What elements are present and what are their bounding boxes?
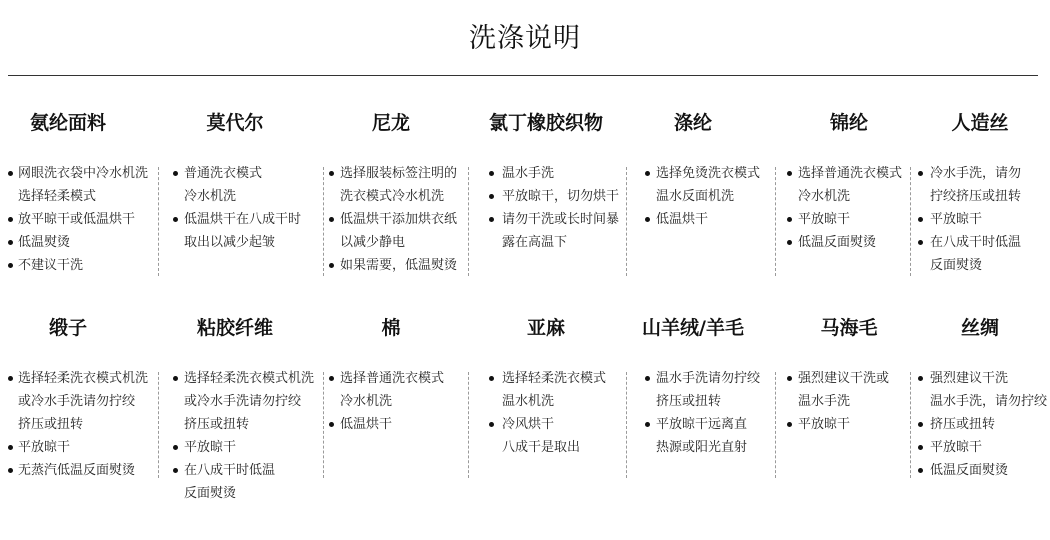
fabric-name: 马海毛 [820,317,878,339]
care-instruction [798,367,889,390]
care-instruction-text: 选择服装标签注明的 [340,166,458,181]
care-instruction-text: 温水手洗请勿拧绞 [656,371,761,386]
fabric-name: 丝绸 [961,317,1000,339]
column-divider [468,372,469,478]
care-instruction [502,231,619,254]
care-instruction-text: 低温烘干 [340,417,393,432]
bullet-icon [645,217,650,222]
fabric-name: 氯丁橡胶织物 [489,112,604,134]
care-instruction-text: 强烈建议干洗 [930,371,1009,386]
fabric-name: 涤纶 [674,112,713,134]
care-instruction-text: 八成干是取出 [502,440,581,455]
column-divider [775,372,776,478]
bullet-icon [918,376,923,381]
care-instruction-text: 平放晾干 [184,440,237,455]
bullet-icon [8,376,13,381]
care-list [930,162,1021,277]
care-instruction [930,208,1021,231]
care-instruction [18,254,148,277]
care-list [798,162,902,254]
care-instruction-text: 热源或阳光直射 [656,440,748,455]
column-divider [775,167,776,276]
care-instruction-text: 低温烘干在八成干时 [184,212,302,227]
care-instruction-text: 网眼洗衣袋中冷水机洗 [18,166,149,181]
care-instruction [930,231,1021,254]
bullet-icon [8,240,13,245]
care-instruction [18,231,148,254]
bullet-icon [329,217,334,222]
bullet-icon [8,171,13,176]
care-instruction [930,162,1021,185]
bullet-icon [329,263,334,268]
bullet-icon [173,171,178,176]
care-instruction-text: 平放晾干远离直 [656,417,748,432]
bullet-icon [645,422,650,427]
bullet-icon [787,217,792,222]
care-instruction-text: 温水机洗 [502,394,555,409]
care-instruction [798,390,889,413]
care-instruction-text: 平放晾干 [930,212,983,227]
care-instruction [656,413,760,436]
bullet-icon [329,376,334,381]
care-instruction [502,185,619,208]
fabric-name: 山羊绒/羊毛 [642,317,744,339]
care-instruction [340,413,444,436]
care-instruction-text: 挤压或扭转 [184,417,250,432]
care-instruction-text: 选择普通洗衣模式 [798,166,903,181]
care-list [18,162,148,277]
bullet-icon [645,171,650,176]
care-instruction-text: 温水手洗 [502,166,555,181]
care-instruction-text: 挤压或扭转 [930,417,996,432]
care-instruction [184,231,301,254]
care-instruction-text: 温水反面机洗 [656,189,735,204]
care-instruction-text: 不建议干洗 [18,258,84,273]
care-instruction [798,231,902,254]
bullet-icon [489,171,494,176]
fabric-name: 人造丝 [951,112,1009,134]
care-instruction-text: 平放晾干，切勿烘干 [502,189,620,204]
care-instruction [18,390,148,413]
fabric-name: 棉 [381,317,401,339]
fabric-name: 缎子 [49,317,88,339]
care-instruction-text: 低温烘干 [656,212,709,227]
bullet-icon [489,217,494,222]
care-instruction-text: 无蒸汽低温反面熨烫 [18,463,136,478]
bullet-icon [173,468,178,473]
care-list [184,162,301,254]
care-instruction-text: 强烈建议干洗或 [798,371,890,386]
bullet-icon [787,240,792,245]
fabric-name: 莫代尔 [206,112,264,134]
care-instruction [18,367,148,390]
care-instruction-text: 挤压或扭转 [656,394,722,409]
bullet-icon [329,171,334,176]
care-instruction-text: 或冷水手洗请勿拧绞 [184,394,302,409]
care-instruction [656,162,760,185]
care-instruction [340,254,457,277]
bullet-icon [918,240,923,245]
bullet-icon [918,217,923,222]
bullet-icon [489,194,494,199]
care-instruction-text: 低温反面熨烫 [798,235,877,250]
care-instruction-text: 选择轻柔洗衣模式 [502,371,607,386]
care-instruction [502,208,619,231]
care-instruction [340,185,457,208]
care-instruction [184,185,301,208]
care-instruction-text: 冷水机洗 [798,189,851,204]
care-instruction-text: 冷水机洗 [184,189,237,204]
bullet-icon [918,468,923,473]
care-instruction-text: 取出以减少起皱 [184,235,276,250]
care-instruction [798,208,902,231]
care-instruction [340,208,457,231]
care-instruction-text: 挤压或扭转 [18,417,84,432]
care-instruction-text: 露在高温下 [502,235,568,250]
column-divider [158,372,159,478]
care-instruction [184,459,314,482]
care-instruction-text: 冷水机洗 [340,394,393,409]
bullet-icon [918,422,923,427]
bullet-icon [489,422,494,427]
care-list [340,367,444,436]
care-instruction [930,390,1047,413]
column-divider [468,167,469,276]
care-instruction [340,231,457,254]
care-instruction-text: 平放晾干 [798,212,851,227]
bullet-icon [173,445,178,450]
care-instruction-text: 请勿干洗或长时间暴 [502,212,620,227]
fabric-name: 氨纶面料 [30,112,107,134]
care-instruction [184,390,314,413]
bullet-icon [329,422,334,427]
care-instruction [184,413,314,436]
care-instruction-text: 如果需要，低温熨烫 [340,258,458,273]
care-instruction [184,367,314,390]
care-instruction-text: 以减少静电 [340,235,406,250]
column-divider [158,167,159,276]
fabric-name: 粘胶纤维 [197,317,274,339]
care-list [184,367,314,505]
care-instruction-text: 温水手洗 [798,394,851,409]
care-instruction [930,185,1021,208]
care-instruction [18,185,148,208]
care-list [340,162,457,277]
care-instruction [184,208,301,231]
care-instruction [502,436,606,459]
bullet-icon [489,376,494,381]
care-instruction-text: 平放晾干 [798,417,851,432]
care-instruction [930,436,1047,459]
care-instruction-text: 反面熨烫 [930,258,983,273]
bullet-icon [918,171,923,176]
care-instruction-text: 放平晾干或低温烘干 [18,212,136,227]
care-instruction [656,185,760,208]
bullet-icon [787,171,792,176]
column-divider [323,167,324,276]
care-instruction [656,208,760,231]
care-instruction-text: 平放晾干 [930,440,983,455]
care-instruction [184,162,301,185]
care-instruction [18,162,148,185]
care-instruction-text: 洗衣模式冷水机洗 [340,189,445,204]
care-instruction [502,390,606,413]
care-instruction [340,390,444,413]
bullet-icon [787,422,792,427]
care-instruction [798,413,889,436]
column-divider [626,167,627,276]
care-instruction [930,254,1021,277]
fabric-name: 锦纶 [830,112,869,134]
care-instruction-text: 或冷水手洗请勿拧绞 [18,394,136,409]
bullet-icon [8,468,13,473]
bullet-icon [8,217,13,222]
care-instruction [798,162,902,185]
care-instruction [656,436,760,459]
care-instruction [930,367,1047,390]
care-instruction [184,436,314,459]
care-list [502,367,606,459]
care-list [798,367,889,436]
care-list [656,162,760,231]
care-instruction-text: 冷水手洗，请勿 [930,166,1022,181]
care-instruction [502,367,606,390]
care-instruction-text: 冷风烘干 [502,417,555,432]
care-instruction [340,367,444,390]
care-instruction [18,459,148,482]
care-list [502,162,619,254]
care-instruction-text: 低温反面熨烫 [930,463,1009,478]
care-instruction-text: 反面熨烫 [184,486,237,501]
fabric-name: 亚麻 [527,317,566,339]
bullet-icon [8,263,13,268]
care-instruction-text: 选择轻柔模式 [18,189,97,204]
care-instruction [502,162,619,185]
care-instruction-text: 低温烘干添加烘衣纸 [340,212,458,227]
care-instruction-text: 在八成干时低温 [184,463,276,478]
care-instruction [798,185,902,208]
care-instruction [184,482,314,505]
care-instruction [930,459,1047,482]
care-instruction-text: 温水手洗，请勿拧绞 [930,394,1048,409]
column-divider [626,372,627,478]
care-list [18,367,148,482]
bullet-icon [918,445,923,450]
care-instruction-text: 低温熨烫 [18,235,71,250]
care-instruction [656,390,760,413]
care-instruction [656,367,760,390]
care-instruction [18,436,148,459]
column-divider [910,167,911,276]
care-instruction [930,413,1047,436]
column-divider [910,372,911,478]
bullet-icon [173,376,178,381]
care-instruction-text: 选择普通洗衣模式 [340,371,445,386]
bullet-icon [173,217,178,222]
care-instruction-text: 选择免烫洗衣模式 [656,166,761,181]
bullet-icon [8,445,13,450]
care-list [656,367,760,459]
care-instruction-text: 平放晾干 [18,440,71,455]
care-instruction [502,413,606,436]
care-list [930,367,1047,482]
care-instruction [18,413,148,436]
fabric-name: 尼龙 [372,112,411,134]
care-instruction-text: 拧绞挤压或扭转 [930,189,1022,204]
care-instruction-text: 选择轻柔洗衣模式机洗 [18,371,149,386]
column-divider [323,372,324,478]
care-instruction-text: 普通洗衣模式 [184,166,263,181]
bullet-icon [645,376,650,381]
care-instruction-text: 选择轻柔洗衣模式机洗 [184,371,315,386]
care-instruction [18,208,148,231]
bullet-icon [787,376,792,381]
care-instruction [340,162,457,185]
page-title: 洗涤说明 [469,23,581,54]
care-instruction-text: 在八成干时低温 [930,235,1022,250]
